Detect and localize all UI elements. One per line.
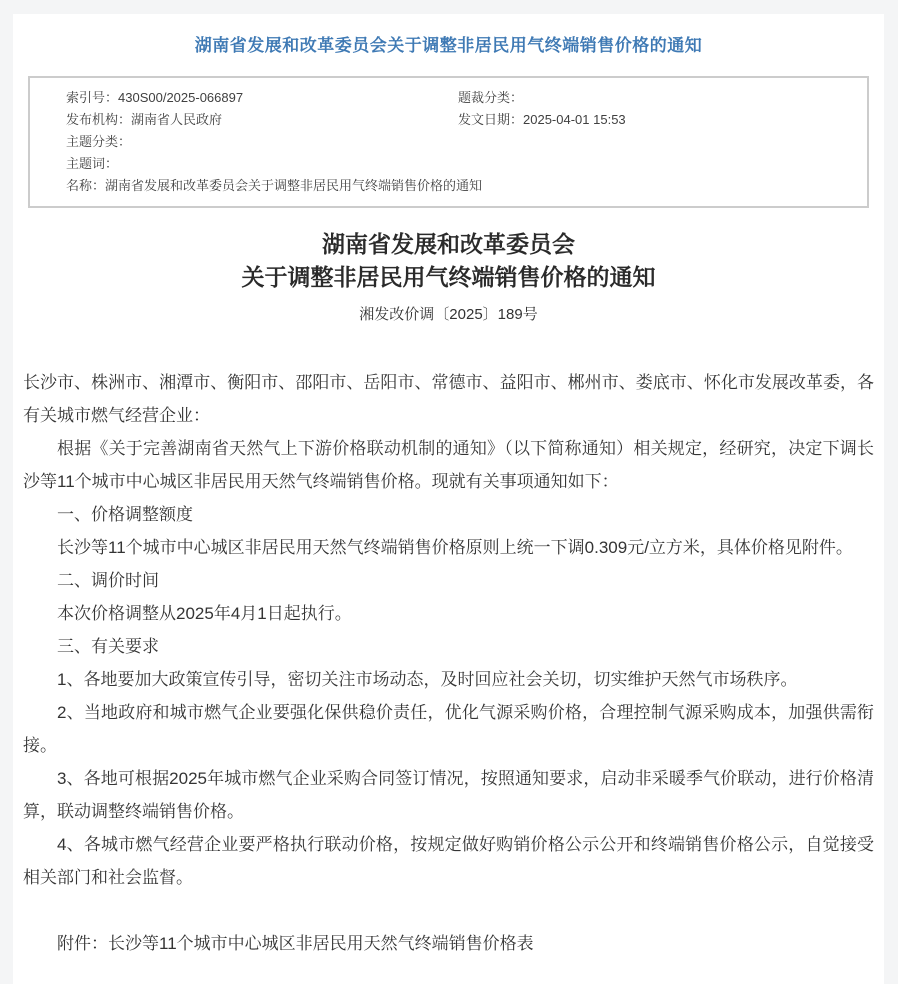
meta-field-publish-date [458, 109, 855, 131]
meta-value: 湖南省人民政府 [131, 112, 223, 127]
meta-label: 题裁分类： [458, 90, 524, 105]
meta-label: 主题词： [66, 156, 119, 171]
metadata-row [66, 153, 855, 175]
meta-label: 发布机构： [66, 112, 132, 127]
meta-label: 主题分类： [66, 134, 132, 149]
meta-value: 湖南省发展和改革委员会关于调整非居民用气终端销售价格的通知 [105, 178, 483, 193]
document-title-line1: 湖南省发展和改革委员会 [322, 232, 575, 257]
attachment-line: 附件：长沙等11个城市中心城区非居民用天然气终端销售价格表 [57, 934, 534, 953]
page-title: 湖南省发展和改革委员会关于调整非居民用气终端销售价格的通知 [194, 36, 703, 55]
section-heading-3: 三、有关要求 [57, 637, 159, 656]
meta-field-topic-category [66, 131, 855, 153]
meta-field-publisher [66, 109, 458, 131]
meta-value: 430S00/2025-066897 [118, 90, 244, 105]
main-content-panel [13, 14, 884, 984]
meta-value: 2025-04-01 15:53 [523, 112, 626, 127]
document-title [13, 228, 884, 294]
document-body [23, 366, 874, 960]
paragraph-requirement-4: 4、各城市燃气经营企业要严格执行联动价格，按规定做好购销价格公示公开和终端销售价格公示，自觉接受相关部门和社会监督。 [23, 835, 874, 887]
meta-field-genre-category [458, 87, 855, 109]
paragraph-basis: 根据《关于完善湖南省天然气上下游价格联动机制的通知》（以下简称通知）相关规定，经研究，决定下调长沙等11个城市中心城区非居民用天然气终端销售价格。现就有关事项通知如下： [23, 439, 874, 491]
metadata-row [66, 175, 855, 197]
paragraph-requirement-2: 2、当地政府和城市燃气企业要强化保供稳价责任，优化气源采购价格，合理控制气源采购成本，加强供需衔接。 [23, 703, 874, 755]
metadata-row [66, 109, 855, 131]
document-number: 湘发改价调〔2025〕189号 [359, 306, 538, 323]
metadata-row [66, 87, 855, 109]
paragraph-requirement-3: 3、各地可根据2025年城市燃气企业采购合同签订情况，按照通知要求，启动非采暖季气价联动，进行价格清算，联动调整终端销售价格。 [23, 769, 874, 821]
document-title-line2: 关于调整非居民用气终端销售价格的通知 [241, 265, 656, 290]
paragraph-requirement-1: 1、各地要加大政策宣传引导，密切关注市场动态，及时回应社会关切，切实维护天然气市场秩序。 [57, 670, 798, 689]
section-heading-1: 一、价格调整额度 [57, 505, 193, 524]
meta-field-index-number [66, 87, 458, 109]
paragraph-effective-date: 本次价格调整从2025年4月1日起执行。 [57, 604, 352, 623]
meta-field-keywords [66, 153, 855, 175]
meta-label: 发文日期： [458, 112, 524, 127]
section-heading-2: 二、调价时间 [57, 571, 159, 590]
meta-field-document-name [66, 175, 855, 197]
metadata-box [28, 76, 869, 208]
meta-label: 名称： [66, 178, 106, 193]
metadata-row [66, 131, 855, 153]
meta-label: 索引号： [66, 90, 119, 105]
paragraph-recipients: 长沙市、株洲市、湘潭市、衡阳市、邵阳市、岳阳市、常德市、益阳市、郴州市、娄底市、怀化市发展改革委，各有关城市燃气经营企业： [23, 373, 874, 425]
paragraph-price-adjustment: 长沙等11个城市中心城区非居民用天然气终端销售价格原则上统一下调0.309元/立方米，具体价格见附件。 [57, 538, 853, 557]
